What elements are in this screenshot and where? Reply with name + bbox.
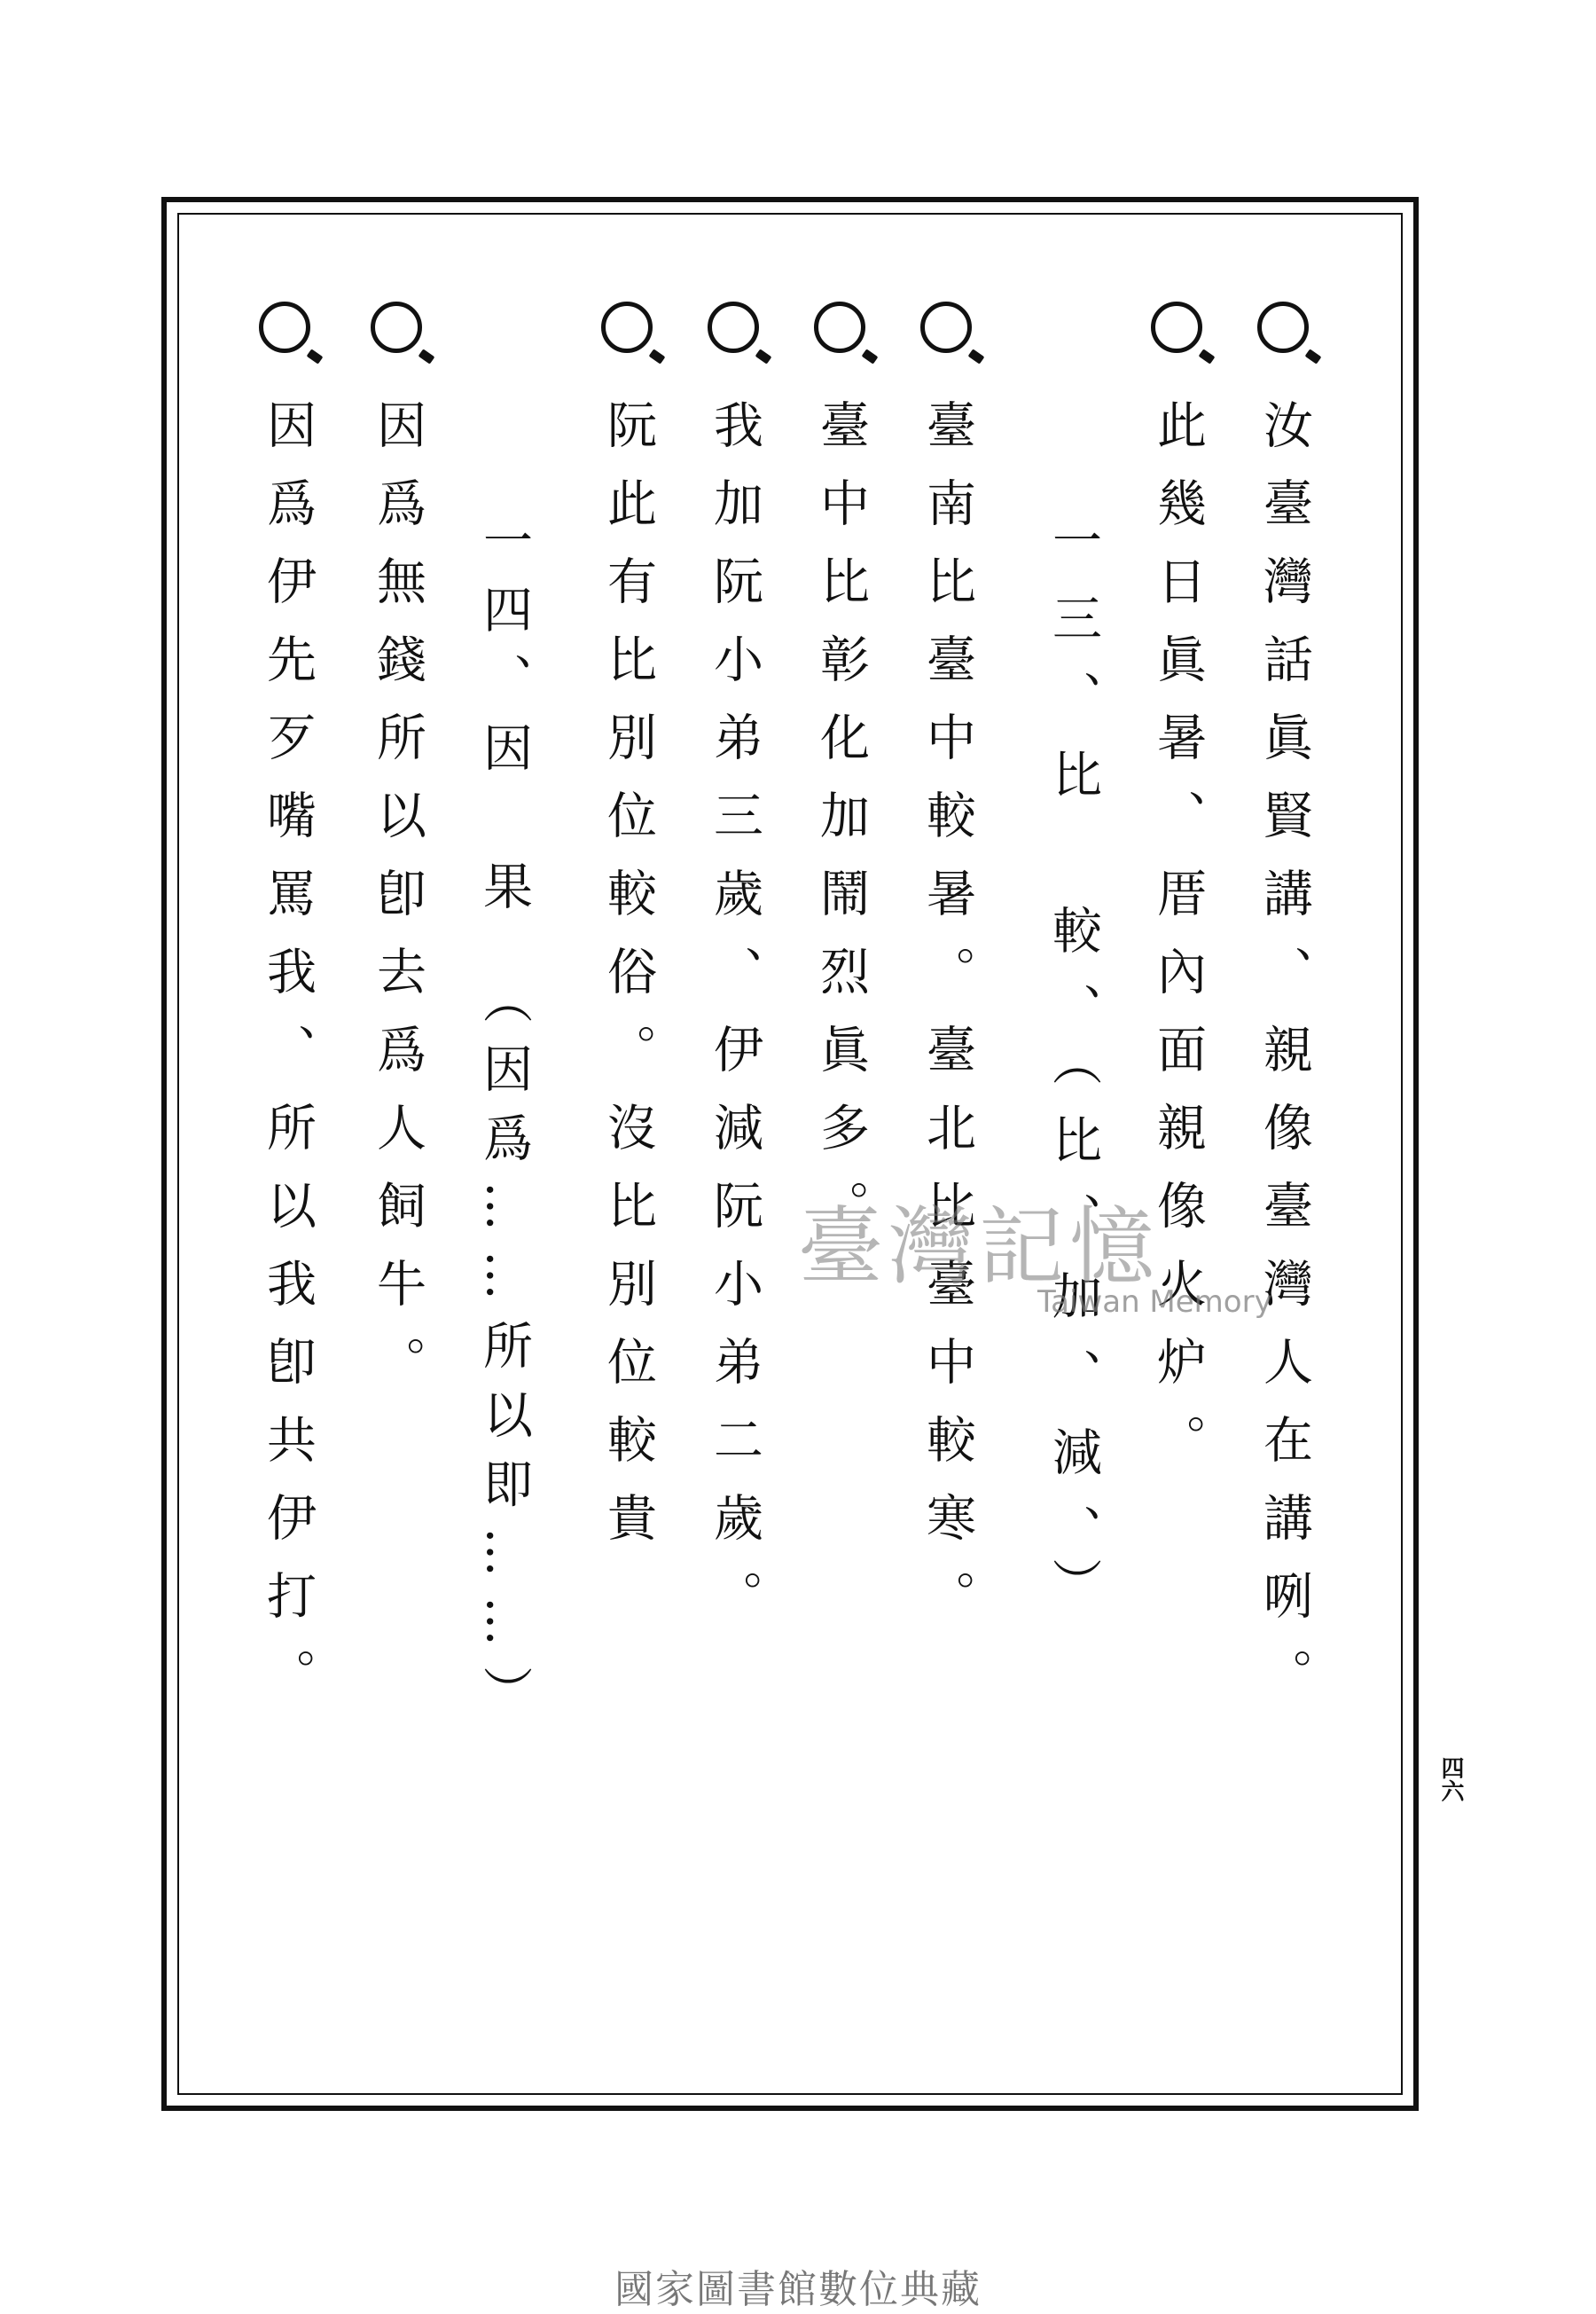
footer-credit: 國家圖書館數位典藏	[614, 2267, 982, 2312]
text-column: 我加阮小弟三歲、伊減阮小弟二歲。	[706, 399, 763, 1648]
bullet-circle-icon	[371, 302, 422, 353]
text-column: 此幾日眞暑、厝內面親像火炉。	[1149, 399, 1207, 1492]
section-heading: 一四、因 果 （因爲……所以即……）	[475, 514, 533, 1735]
bullet-circle-icon	[259, 302, 310, 353]
bullet-circle-icon	[1257, 302, 1309, 353]
bullet-circle-icon	[814, 302, 865, 353]
bullet-circle-icon	[708, 302, 759, 353]
bullet-circle-icon	[1151, 302, 1202, 353]
text-column: 臺南比臺中較暑。臺北比臺中較寒。	[919, 399, 976, 1648]
page-number: 四六	[1437, 1756, 1464, 1802]
text-column: 因爲伊先歹嘴罵我、所以我卽共伊打。	[259, 399, 317, 1726]
text-column: 因爲無錢所以卽去爲人飼牛。	[369, 399, 426, 1414]
bullet-circle-icon	[601, 302, 653, 353]
page-border-inner	[177, 213, 1403, 2095]
text-column: 汝臺灣話眞賢講、親像臺灣人在講咧。	[1256, 399, 1313, 1726]
watermark-subtitle: Taiwan Memory	[1037, 1284, 1272, 1320]
text-column: 阮此有比別位較俗。沒比別位較貴	[599, 399, 657, 1570]
bullet-circle-icon	[920, 302, 972, 353]
section-heading: 一三、比 較、（比、加、減、）	[1044, 514, 1102, 1635]
text-column: 臺中比彰化加鬧烈眞多。	[812, 399, 870, 1258]
watermark-logo: 臺灣記憶	[798, 1197, 1160, 1297]
